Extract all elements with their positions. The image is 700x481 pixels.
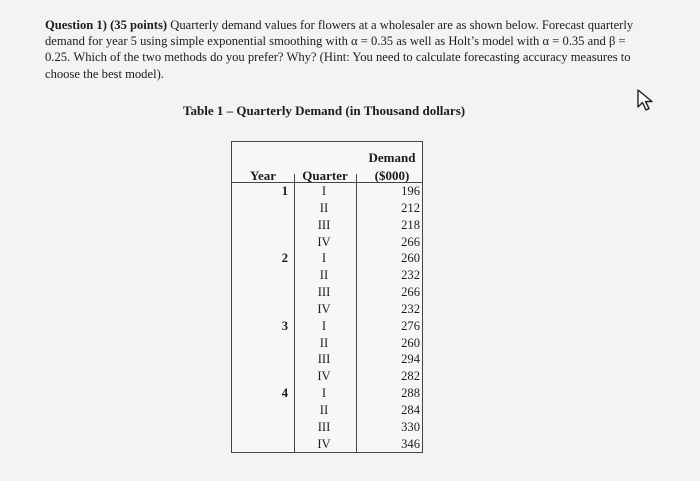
- table-row: [232, 201, 422, 218]
- table-row: [232, 420, 422, 437]
- demand-cell: 196: [401, 184, 420, 198]
- demand-cell: 232: [401, 268, 420, 283]
- demand-cell: 294: [401, 352, 420, 367]
- header-year: Year: [250, 168, 276, 183]
- table-row: [232, 319, 422, 336]
- year-cell: 1: [281, 184, 288, 198]
- demand-cell: 266: [401, 234, 420, 249]
- demand-cell: 276: [401, 318, 420, 333]
- table-row: [232, 386, 422, 403]
- quarter-cell: III: [317, 217, 331, 232]
- quarter-cell: II: [319, 200, 329, 215]
- year-cell: 4: [281, 386, 288, 401]
- question-label: Question 1) (35 points): [45, 18, 168, 32]
- table-row: [232, 352, 422, 369]
- quarter-cell: II: [319, 335, 329, 350]
- quarter-cell: IV: [317, 436, 331, 451]
- demand-cell: 288: [401, 386, 420, 401]
- table-row: [232, 218, 422, 235]
- quarter-cell: IV: [317, 234, 331, 249]
- mouse-pointer-icon: [635, 88, 657, 112]
- quarter-cell: II: [319, 268, 329, 283]
- header-demand-unit: ($000): [374, 168, 410, 183]
- demand-cell: 266: [401, 285, 420, 300]
- table-row: [232, 403, 422, 420]
- table-row: [232, 336, 422, 353]
- header-divider: [232, 182, 422, 183]
- quarter-cell: I: [321, 318, 327, 333]
- quarter-cell: IV: [317, 301, 331, 316]
- header-quarter: Quarter: [302, 168, 348, 183]
- demand-cell: 284: [401, 402, 420, 417]
- quarter-cell: III: [317, 352, 331, 367]
- header-demand: Demand: [368, 150, 416, 165]
- table-row: [232, 369, 422, 386]
- demand-cell: 282: [401, 369, 420, 384]
- table-row: [232, 302, 422, 319]
- quarter-cell: II: [319, 402, 329, 417]
- quarter-cell: I: [321, 184, 327, 198]
- table-caption: Table 1 – Quarterly Demand (in Thousand dollars): [183, 103, 466, 118]
- table-row: [232, 184, 422, 201]
- demand-cell: 330: [401, 419, 420, 434]
- table-row: [232, 235, 422, 252]
- demand-cell: 260: [401, 251, 420, 266]
- table-row: [232, 268, 422, 285]
- quarter-cell: III: [317, 419, 331, 434]
- year-cell: 3: [281, 318, 288, 333]
- demand-table: [231, 141, 423, 453]
- demand-cell: 260: [401, 335, 420, 350]
- table-row: [232, 437, 422, 454]
- demand-cell: 212: [401, 200, 420, 215]
- year-cell: 2: [281, 251, 288, 266]
- demand-cell: 346: [401, 436, 420, 451]
- demand-cell: 232: [401, 301, 420, 316]
- demand-cell: 218: [401, 217, 420, 232]
- question-body: Quarterly demand values for flowers at a wholesaler are as shown below. Forecast quarterly demand for year 5 using simple exponential smoothing with α = 0.35 as well as Holt’s model with α = 0.35 and β = 0.25. Which of the two methods do you prefer? Why? (Hint: You need to calculate forecasting accuracy measures to choose the best model).: [45, 18, 634, 81]
- quarter-cell: III: [317, 285, 331, 300]
- question-text: [45, 17, 645, 82]
- table-row: [232, 285, 422, 302]
- table-row: [232, 251, 422, 268]
- table-body: [232, 184, 422, 454]
- quarter-cell: IV: [317, 369, 331, 384]
- quarter-cell: I: [321, 386, 327, 401]
- quarter-cell: I: [321, 251, 327, 266]
